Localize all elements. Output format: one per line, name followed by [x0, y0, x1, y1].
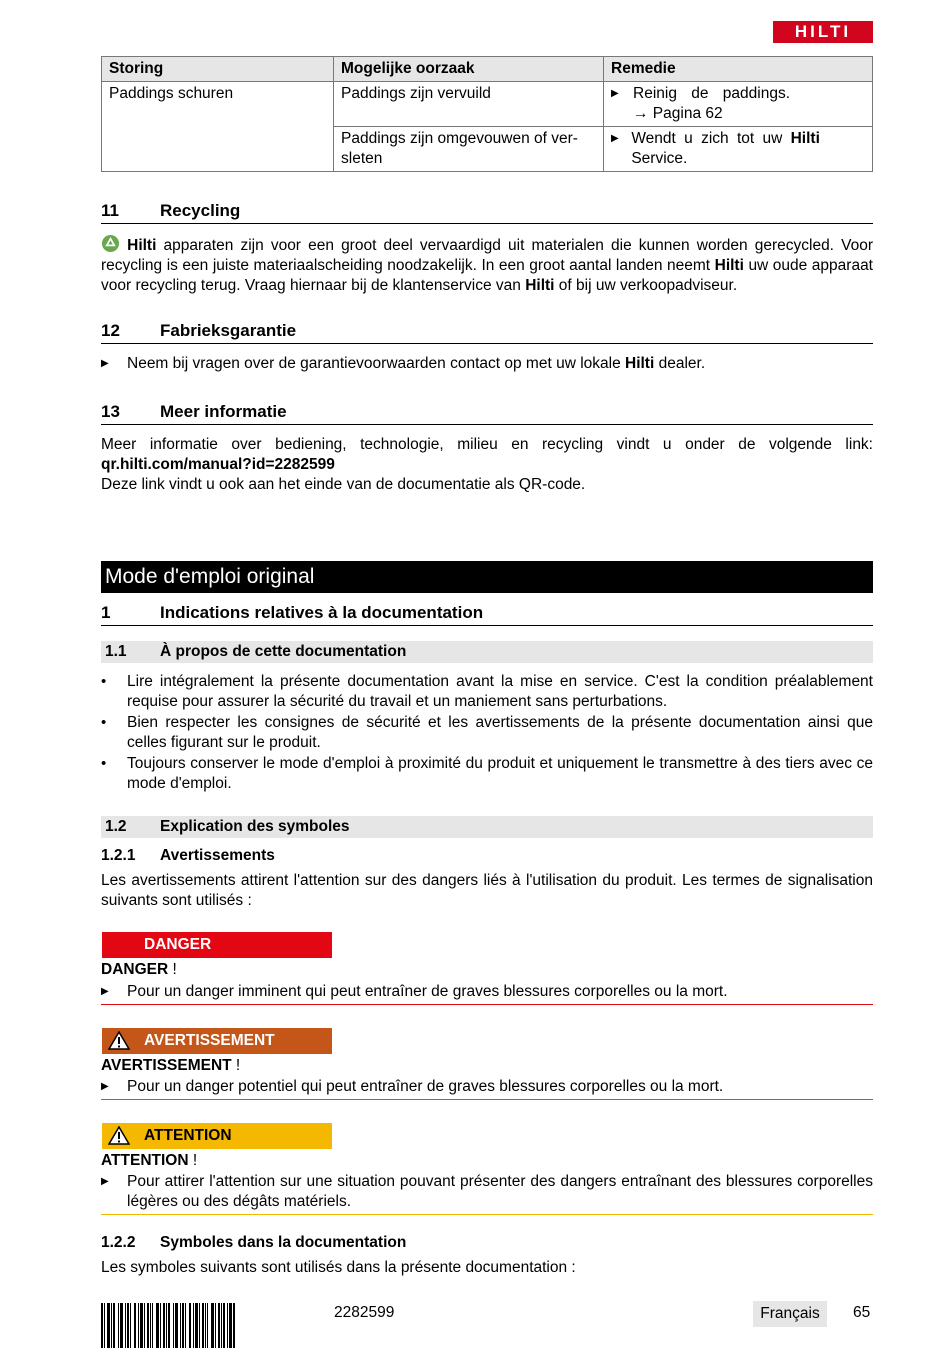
- recycle-icon: [101, 234, 120, 253]
- divider: [101, 1214, 873, 1215]
- table-header: Remedie: [604, 57, 873, 82]
- subsubsection-heading: 1.2.2 Symboles dans la documentation: [101, 1234, 407, 1251]
- table-header: Mogelijke oorzaak: [334, 57, 604, 82]
- list-item: ▶ Pour un danger potentiel qui peut entraîner de graves blessures corporelles ou la mort.: [101, 1078, 724, 1095]
- chapter-title: Mode d'emploi original: [101, 561, 873, 593]
- table-cell: ▶ Wendt u zich tot uw Hilti Service.: [604, 127, 873, 172]
- section-heading: 1 Indications relatives à la documentation: [101, 603, 873, 626]
- table-cell: Paddings schuren: [102, 82, 334, 172]
- attention-label: ATTENTION: [102, 1123, 332, 1149]
- list-item: ▶ Pour un danger imminent qui peut entraîner de graves blessures corporelles ou la mort.: [101, 983, 728, 1000]
- triangle-bullet-icon: ▶: [101, 1176, 109, 1187]
- signal-word: AVERTISSEMENT !: [101, 1057, 241, 1074]
- hilti-logo: HILTI: [773, 21, 873, 43]
- document-number: 2282599: [334, 1304, 395, 1321]
- triangle-bullet-icon: ▶: [101, 358, 109, 369]
- list-item: • Lire intégralement la présente documentation avant la mise en service. C'est la condition préalablement requise pour assurer la sécurité du travail et un maniement sans perturbations.: [101, 673, 873, 710]
- page-reference: → Pagina 62: [633, 105, 723, 122]
- symbols-intro: Les symboles suivants sont utilisés dans la présente documentation :: [101, 1259, 576, 1276]
- danger-label: DANGER: [102, 932, 332, 958]
- list-item: ▶ Neem bij vragen over de garantievoorwaarden contact op met uw lokale Hilti dealer.: [101, 355, 706, 372]
- triangle-bullet-icon: ▶: [101, 1081, 109, 1092]
- list-item: • Bien respecter les consignes de sécurité et les avertissements de la présente documentation ainsi que celles figurant sur le produit.: [101, 714, 873, 751]
- section-heading: 12 Fabrieksgarantie: [101, 321, 873, 344]
- section-heading: 11 Recycling: [101, 201, 873, 224]
- recycling-paragraph: Hilti apparaten zijn voor een groot deel vervaardigd uit materialen die kunnen worden gerecycled. Voor recycling is een juiste materiaalscheiding noodzakelijk. In een groot aantal landen neemt Hilti uw oude apparaat voor recycling terug. Vraag hiernaar bij de klantenservice van Hilti of bij uw verkoopadviseur.: [101, 234, 873, 296]
- table-row: [102, 82, 873, 127]
- page-number: 65: [853, 1304, 871, 1321]
- triangle-bullet-icon: ▶: [101, 986, 109, 997]
- language-label: Français: [753, 1301, 827, 1327]
- warnings-intro: Les avertissements attirent l'attention sur des dangers liés à l'utilisation du produit. Les termes de signalisation suivants sont utilisés :: [101, 872, 873, 909]
- triangle-bullet-icon: ▶: [611, 88, 619, 99]
- section-heading: 13 Meer informatie: [101, 402, 873, 425]
- table-cell: Paddings zijn vervuild: [334, 82, 604, 127]
- subsection-heading: 1.2 Explication des symboles: [101, 816, 873, 838]
- barcode: [101, 1303, 313, 1348]
- triangle-bullet-icon: ▶: [611, 133, 619, 144]
- signal-word: ATTENTION !: [101, 1152, 198, 1169]
- list-item: ▶ Pour attirer l'attention sur une situation pouvant présenter des dangers entraînant des blessures corporelles légères ou des dégâts matériels.: [101, 1173, 873, 1210]
- warning-label: AVERTISSEMENT: [102, 1028, 332, 1054]
- subsection-heading: 1.1 À propos de cette documentation: [101, 641, 873, 663]
- list-item: • Toujours conserver le mode d'emploi à proximité du produit et uniquement le transmettre à des tiers avec ce mode d'emploi.: [101, 755, 873, 792]
- table-cell: ▶ Reinig de paddings. → Pagina 62: [604, 82, 873, 127]
- signal-word: DANGER !: [101, 961, 177, 978]
- table-cell: Paddings zijn omgevouwen of ver-sleten: [334, 127, 604, 172]
- manual-link[interactable]: qr.hilti.com/manual?id=2282599: [101, 456, 335, 473]
- warning-triangle-icon: [108, 1126, 130, 1145]
- info-paragraph: Meer informatie over bediening, technologie, milieu en recycling vindt u onder de volgende link: qr.hilti.com/manual?id=2282599 Deze link vindt u ook aan het einde van de documentatie als QR-code.: [101, 436, 873, 493]
- divider: [101, 1004, 873, 1005]
- table-header: Storing: [102, 57, 334, 82]
- subsubsection-heading: 1.2.1 Avertissements: [101, 847, 275, 864]
- troubleshooting-table: [101, 56, 873, 172]
- warning-triangle-icon: [108, 1031, 130, 1050]
- divider: [101, 1099, 873, 1100]
